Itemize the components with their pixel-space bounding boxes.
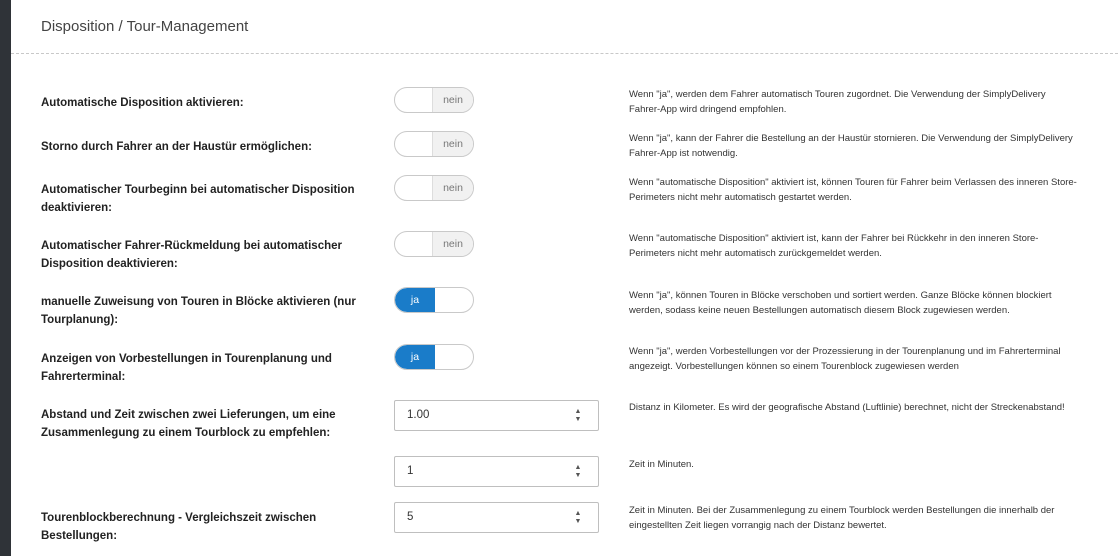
toggle-state-label: ja <box>395 288 435 312</box>
header-divider <box>11 53 1118 54</box>
up-down-chevron-icon[interactable]: ▲ ▼ <box>574 464 582 479</box>
up-down-chevron-icon[interactable]: ▲ ▼ <box>574 408 582 423</box>
setting-description-auto-driver-return: Wenn "automatische Disposition" aktiviert ist, kann der Fahrer bei Rückkehr in den inneren Store-Perimeters nicht mehr automatisch zurückgemeldet werden. <box>629 233 1039 259</box>
distance-number-input[interactable] <box>394 400 599 431</box>
toggle-state-label: nein <box>432 88 473 112</box>
setting-label-distance-time: Abstand und Zeit zwischen zwei Lieferungen, um eine Zusammenlegung zu einem Tourblock zu empfehlen: <box>41 409 336 439</box>
setting-description-distance: Distanz in Kilometer. Es wird der geografische Abstand (Luftlinie) berechnet, nicht der Streckenabstand! <box>629 402 1065 413</box>
setting-description-storno-door: Wenn "ja", kann der Fahrer die Bestellung an der Haustür stornieren. Die Verwendung der SimplyDelivery Fahrer-App ist notwendig. <box>629 133 1073 159</box>
time-value: 1 <box>407 465 414 477</box>
toggle-state-label: nein <box>432 132 473 156</box>
setting-description-auto-disposition: Wenn "ja", werden dem Fahrer automatisch Touren zugordnet. Die Verwendung der SimplyDelivery Fahrer-App wird dringend empfohlen. <box>629 89 1046 115</box>
setting-label-manual-block-assignment: manuelle Zuweisung von Touren in Blöcke aktivieren (nur Tourplanung): <box>41 296 356 326</box>
toggle-auto-tour-start[interactable] <box>394 175 474 201</box>
setting-label-show-preorders: Anzeigen von Vorbestellungen in Tourenplanung und Fahrerterminal: <box>41 353 332 383</box>
compare-time-number-input[interactable] <box>394 502 599 533</box>
setting-description-manual-block-assignment: Wenn "ja", können Touren in Blöcke verschoben und sortiert werden. Ganze Blöcke können blockiert werden, sodass keine neuen Bestellungen automatisch diesem Block zugewiesen werden. <box>629 290 1052 316</box>
toggle-auto-disposition[interactable] <box>394 87 474 113</box>
setting-label-auto-tour-start: Automatischer Tourbeginn bei automatischer Disposition deaktivieren: <box>41 184 355 214</box>
toggle-state-label: nein <box>432 176 473 200</box>
compare-time-value: 5 <box>407 511 414 523</box>
setting-label-auto-driver-return: Automatischer Fahrer-Rückmeldung bei automatischer Disposition deaktivieren: <box>41 240 342 270</box>
toggle-auto-driver-return[interactable] <box>394 231 474 257</box>
toggle-state-label: ja <box>395 345 435 369</box>
setting-description-compare-time: Zeit in Minuten. Bei der Zusammenlegung zu einem Tourblock werden Bestellungen die innerhalb der eingestellten Zeit liegen vorrangig nach der Distanz bewertet. <box>629 505 1055 531</box>
setting-label-storno-door: Storno durch Fahrer an der Haustür ermöglichen: <box>41 141 312 153</box>
setting-label-auto-disposition: Automatische Disposition aktivieren: <box>41 97 244 109</box>
toggle-storno-door[interactable] <box>394 131 474 157</box>
page-title: Disposition / Tour-Management <box>41 18 249 35</box>
distance-value: 1.00 <box>407 409 430 421</box>
setting-description-show-preorders: Wenn "ja", werden Vorbestellungen vor der Prozessierung in der Tourenplanung und im Fahrerterminal angezeigt. Vorbestellungen können so einem Tourenblock zugewiesen werden <box>629 346 1061 372</box>
up-down-chevron-icon[interactable]: ▲ ▼ <box>574 510 582 525</box>
setting-label-compare-time: Tourenblockberechnung - Vergleichszeit zwischen Bestellungen: <box>41 512 317 542</box>
setting-description-auto-tour-start: Wenn "automatische Disposition" aktiviert ist, können Touren für Fahrer beim Verlassen des inneren Store-Perimeters nicht mehr automatisch gestartet werden. <box>629 177 1077 203</box>
toggle-show-preorders[interactable] <box>394 344 474 370</box>
time-number-input[interactable] <box>394 456 599 487</box>
left-sidebar-strip <box>0 0 11 556</box>
toggle-state-label: nein <box>432 232 473 256</box>
toggle-manual-block-assignment[interactable] <box>394 287 474 313</box>
setting-description-time: Zeit in Minuten. <box>629 459 694 470</box>
